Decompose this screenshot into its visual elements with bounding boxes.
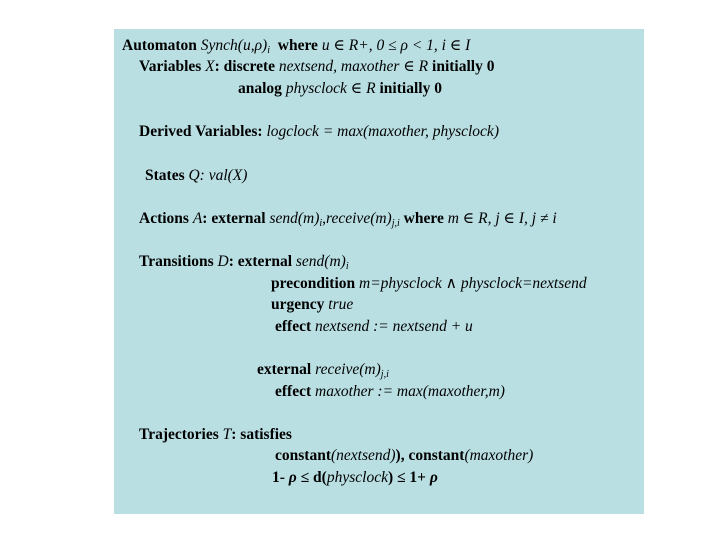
actions-set: A — [192, 210, 203, 227]
where-keyword: where — [277, 37, 318, 54]
trajectories-keyword: Trajectories — [139, 426, 219, 443]
analog-line — [238, 80, 442, 98]
rho-symbol: ρ — [400, 37, 408, 54]
discrete-variables: nextsend, maxother ∈ R — [278, 58, 429, 75]
derived-line — [139, 123, 499, 141]
action-separator: , — [322, 210, 327, 227]
transitions-line — [139, 253, 349, 271]
rate-line — [272, 469, 438, 487]
receive-action: receive(m) — [326, 210, 392, 227]
states-keyword: States — [145, 167, 185, 184]
analog-keyword: analog — [238, 80, 282, 97]
satisfies-keyword: : satisfies — [231, 426, 292, 443]
states-value: Q: val(X) — [188, 167, 248, 184]
rho-symbol: ρ — [288, 469, 297, 486]
automaton-subscript: i — [267, 45, 270, 56]
rate-variable: physclock — [326, 469, 388, 486]
automaton-header — [122, 37, 470, 55]
trajectories-set: T — [222, 426, 232, 443]
derived-expression: logclock = max(maxother, physclock) — [266, 123, 499, 140]
header-condition-rest: < 1, i ∈ I — [407, 37, 471, 54]
automaton-name-close: ) — [262, 37, 268, 54]
transition-send-subscript: i — [345, 261, 349, 272]
automaton-name: Synch(u, — [200, 37, 255, 54]
transitions-keyword: Transitions — [139, 253, 214, 270]
discrete-initially: initially 0 — [432, 58, 495, 75]
transition-send: send(m) — [295, 253, 346, 270]
effect-keyword: effect — [275, 318, 312, 335]
effect2-line — [275, 383, 505, 401]
effect2-keyword: effect — [275, 383, 312, 400]
precondition-keyword: precondition — [271, 275, 356, 292]
constant-keyword-2: ), constant — [395, 447, 465, 464]
send-subscript: i — [319, 218, 323, 229]
urgency-line — [271, 296, 353, 314]
precondition-expression: m=physclock ∧ physclock=nextsend — [359, 275, 587, 292]
constant-line — [275, 447, 533, 465]
external-keyword: external — [257, 361, 312, 378]
variables-line — [139, 58, 494, 76]
rho-symbol: ρ — [429, 469, 438, 486]
actions-external-keyword: : external — [202, 210, 266, 227]
effect-expression: nextsend := nextsend + u — [315, 318, 473, 335]
constant-arg-maxother: (maxother) — [464, 447, 534, 464]
actions-keyword: Actions — [139, 210, 189, 227]
variables-set: X — [205, 58, 215, 75]
variables-keyword: Variables — [139, 58, 202, 75]
urgency-keyword: urgency — [271, 296, 325, 313]
transitions-external-keyword: : external — [228, 253, 292, 270]
rate-lower: 1- — [272, 469, 289, 486]
urgency-value: true — [328, 296, 354, 313]
actions-line — [139, 210, 557, 228]
actions-condition: m ∈ R, j ∈ I, j ≠ i — [447, 210, 557, 227]
header-condition: u ∈ R+, 0 ≤ — [321, 37, 401, 54]
effect2-expression: maxother := max(maxother,m) — [315, 383, 505, 400]
derived-keyword: Derived Variables: — [139, 123, 263, 140]
receive-subscript: j,i — [391, 218, 400, 229]
discrete-keyword: : discrete — [214, 58, 276, 75]
constant-keyword: constant — [275, 447, 331, 464]
rate-derivative: ≤ d( — [296, 469, 327, 486]
rho-symbol: ρ — [254, 37, 263, 54]
constant-arg-nextsend: (nextsend) — [330, 447, 396, 464]
transition-receive: receive(m) — [315, 361, 381, 378]
trajectories-line — [139, 426, 292, 444]
automaton-keyword: Automaton — [122, 37, 197, 54]
states-line — [145, 167, 247, 185]
send-action: send(m) — [269, 210, 320, 227]
effect-line — [275, 318, 473, 336]
receive-transition-line — [257, 361, 389, 379]
precondition-line — [271, 275, 587, 293]
analog-variables: physclock ∈ R — [285, 80, 376, 97]
analog-initially: initially 0 — [379, 80, 442, 97]
transition-receive-subscript: j,i — [380, 369, 389, 380]
rate-upper: ) ≤ 1+ — [387, 469, 430, 486]
actions-where-keyword: where — [403, 210, 444, 227]
transitions-set: D — [217, 253, 229, 270]
